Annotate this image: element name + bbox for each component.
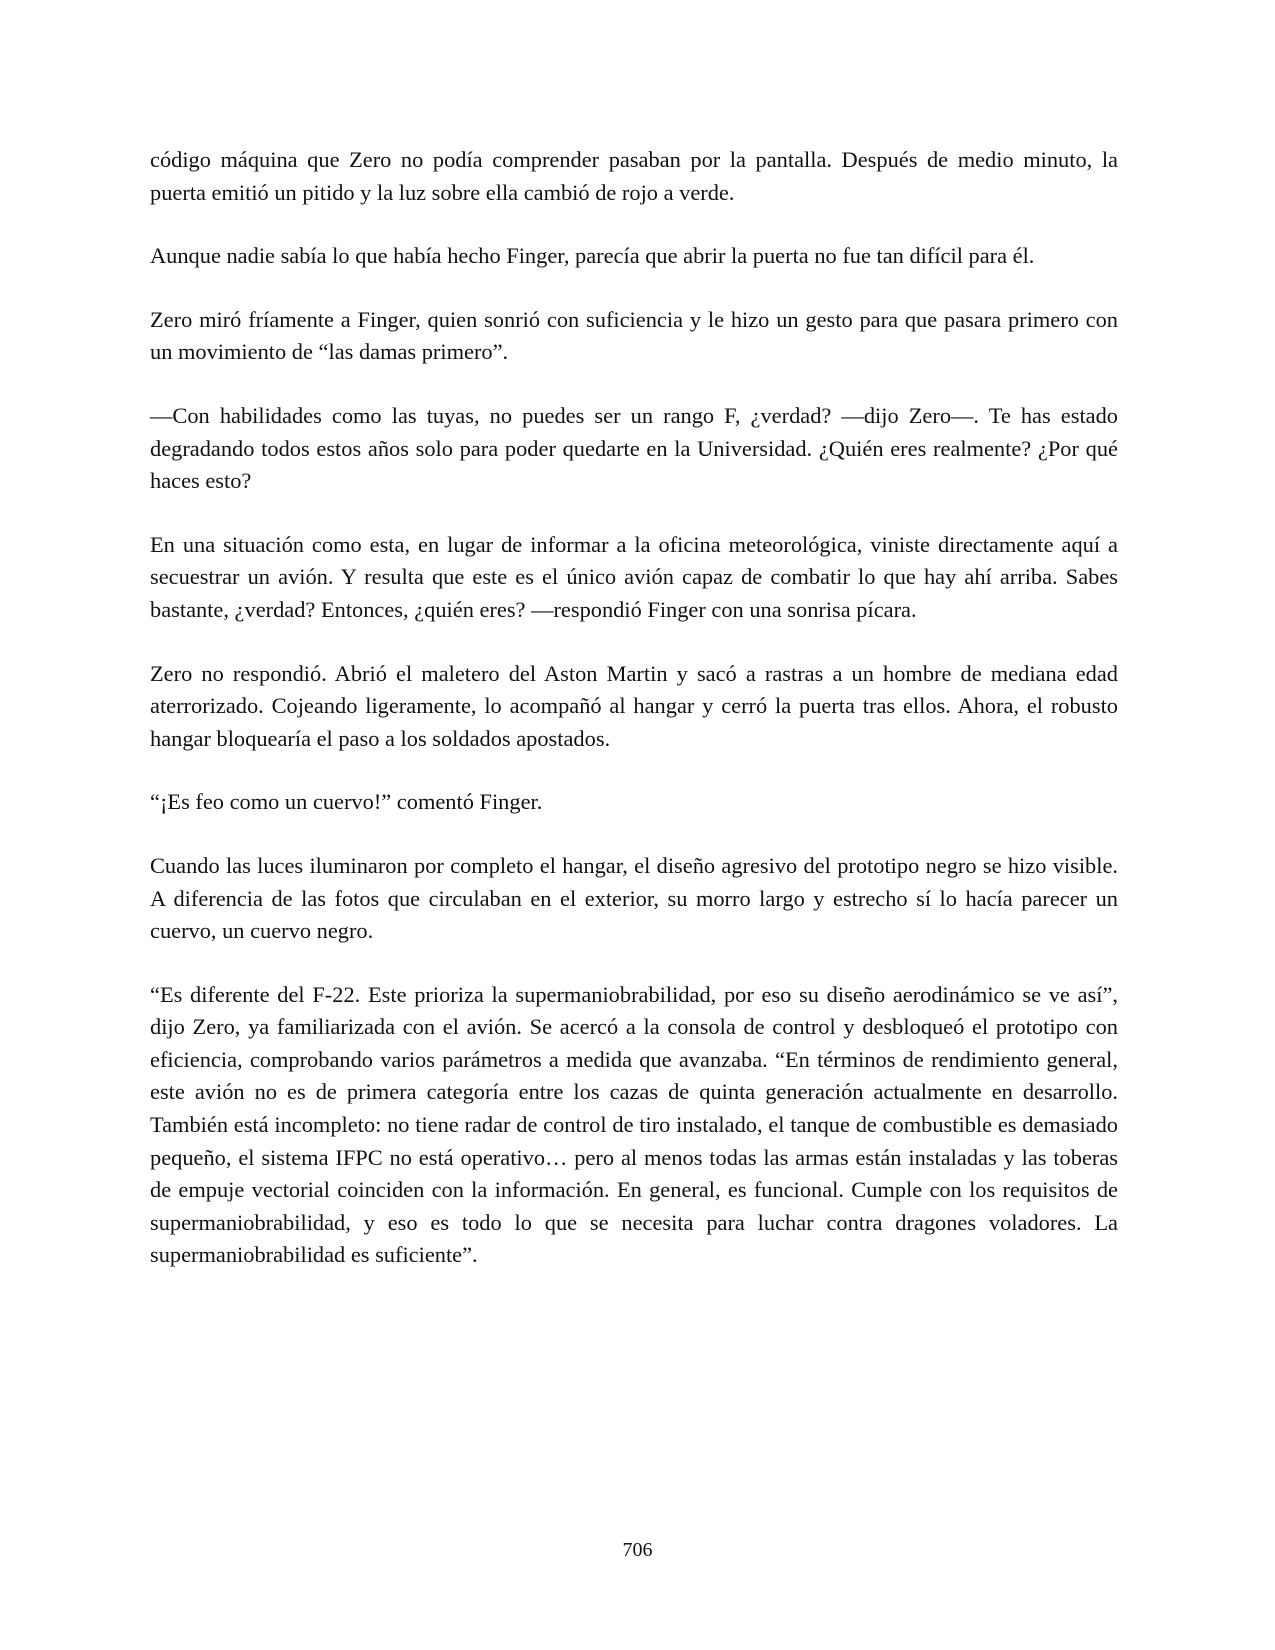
paragraph: código máquina que Zero no podía comprender pasaban por la pantalla. Después de medio minuto, la puerta emitió un pitido y la luz sobre ella cambió de rojo a verde. — [150, 147, 1118, 205]
body-text — [150, 144, 1118, 1303]
paragraph: En una situación como esta, en lugar de informar a la oficina meteorológica, viniste directamente aquí a secuestrar un avión. Y resulta que este es el único avión capaz de combatir lo que hay ahí arriba. Sabes bastante, ¿verdad? Entonces, ¿quién eres? —respondió Finger con una sonrisa pícara. — [150, 531, 1118, 622]
paragraph: Zero no respondió. Abrió el maletero del Aston Martin y sacó a rastras a un hombre de mediana edad aterrorizado. Cojeando ligeramente, lo acompañó al hangar y cerró la puerta tras ellos. Ahora, el robusto hangar bloquearía el paso a los soldados apostados. — [150, 660, 1118, 751]
paragraph: Zero miró fríamente a Finger, quien sonrió con suficiencia y le hizo un gesto para que pasara primero con un movimiento de “las damas primero”. — [150, 306, 1118, 365]
paragraph: —Con habilidades como las tuyas, no puedes ser un rango F, ¿verdad? —dijo Zero—. Te has estado degradando todos estos años solo para poder quedarte en la Universidad. ¿Quién eres realmente? ¿Por qué haces esto? — [150, 402, 1118, 494]
paragraph: “Es diferente del F-22. Este prioriza la supermaniobrabilidad, por eso su diseño aerodinámico se ve así”, dijo Zero, ya familiarizada con el avión. Se acercó a la consola de control y desbloqueó el prototipo con eficiencia, comprobando varios parámetros a medida que avanzaba. “En términos de rendimiento general, este avión no es de primera categoría entre los cazas de quinta generación actualmente en desarrollo. También está incompleto: no tiene radar de control de tiro instalado, el tanque de combustible es demasiado pequeño, el sistema IFPC no está operativo… pero al menos todas las armas están instaladas y las toberas de empuje vectorial coinciden con la información. En general, es funcional. Cumple con los requisitos de supermaniobrabilidad, y eso es todo lo que se necesita para luchar contra dragones voladores. La supermaniobrabilidad es suficiente”. — [150, 981, 1118, 1268]
paragraph: Cuando las luces iluminaron por completo el hangar, el diseño agresivo del prototipo negro se hizo visible. A diferencia de las fotos que circulaban en el exterior, su morro largo y estrecho sí lo hacía parecer un cuervo, un cuervo negro. — [150, 852, 1118, 944]
paragraph: Aunque nadie sabía lo que había hecho Finger, parecía que abrir la puerta no fue tan difícil para él. — [150, 243, 1035, 269]
paragraph: “¡Es feo como un cuervo!” comentó Finger. — [150, 789, 543, 815]
page-number: 706 — [622, 1539, 653, 1561]
